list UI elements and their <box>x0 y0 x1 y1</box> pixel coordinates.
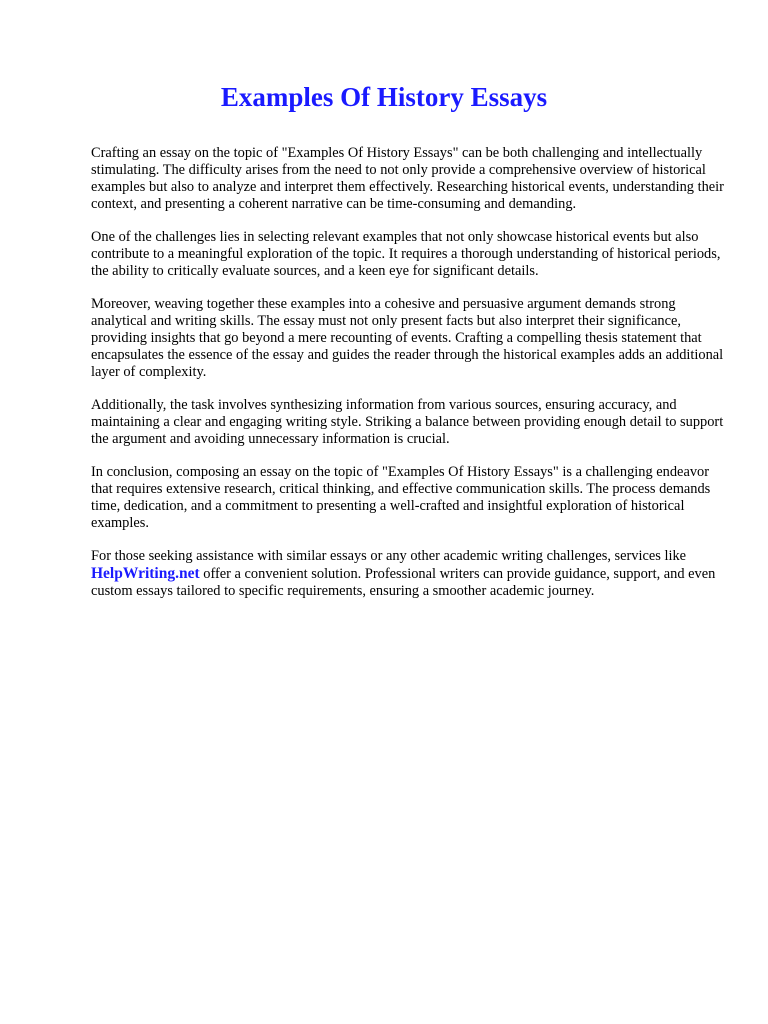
essay-body <box>91 145 731 616</box>
page-title: Examples Of History Essays <box>220 82 548 112</box>
paragraph-5: In conclusion, composing an essay on the topic of "Examples Of History Essays" is a challenging endeavor that requires extensive research, critical thinking, and effective communication skills. The process demands time, dedication, and a commitment to presenting a well-crafted and insightful exploration of historical examples. <box>91 464 711 531</box>
paragraph-6 <box>91 548 731 600</box>
paragraph-2: One of the challenges lies in selecting relevant examples that not only showcase historical events but also contribute to a meaningful exploration of the topic. It requires a thorough understanding of historical periods, the ability to critically evaluate sources, and a keen eye for significant details. <box>91 229 721 279</box>
paragraph-4: Additionally, the task involves synthesizing information from various sources, ensuring accuracy, and maintaining a clear and engaging writing style. Striking a balance between providing enough detail to support the argument and avoiding unnecessary information is crucial. <box>91 397 724 447</box>
paragraph-6-after-link: offer a convenient solution. Professional writers can provide guidance, support, and even custom essays tailored to specific requirements, ensuring a smoother academic journey. <box>91 566 716 599</box>
paragraph-1: Crafting an essay on the topic of "Examples Of History Essays" can be both challenging and intellectually stimulating. The difficulty arises from the need to not only provide a comprehensive overview of historical examples but also to analyze and interpret them effectively. Researching historical events, understanding their context, and presenting a coherent narrative can be time-consuming and demanding. <box>91 145 724 212</box>
helpwriting-link[interactable]: HelpWriting.net <box>91 565 200 582</box>
paragraph-6-before-link: For those seeking assistance with similar essays or any other academic writing challenges, services like <box>91 548 687 564</box>
paragraph-3: Moreover, weaving together these examples into a cohesive and persuasive argument demands strong analytical and writing skills. The essay must not only present facts but also interpret their significance, providing insights that go beyond a mere recounting of events. Crafting a compelling thesis statement that encapsulates the essence of the essay and guides the reader through the historical examples adds an additional layer of complexity. <box>91 296 724 380</box>
